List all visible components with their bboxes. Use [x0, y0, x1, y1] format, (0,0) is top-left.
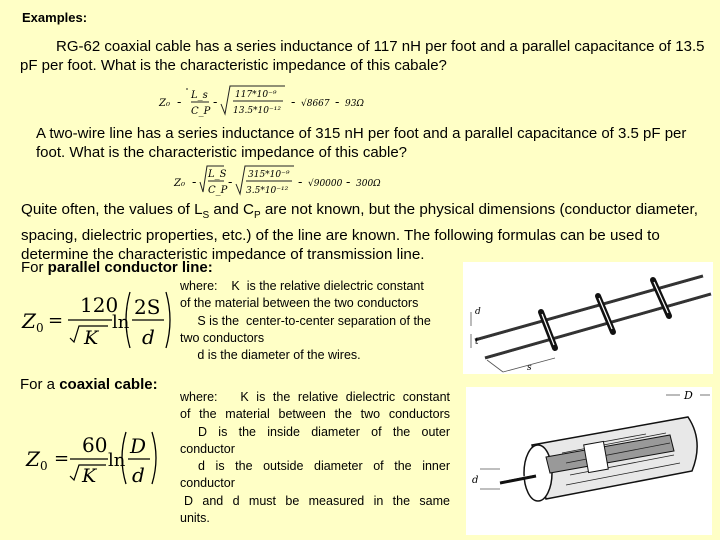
formula-2-result: 300Ω	[356, 179, 381, 189]
svg-text:ln: ln	[112, 312, 130, 333]
example-1-formula	[155, 82, 395, 120]
svg-text:2S: 2S	[134, 295, 161, 319]
svg-text:-: -	[298, 175, 303, 190]
example-1-text	[20, 37, 710, 75]
svg-text:0: 0	[36, 321, 44, 335]
svg-text:-: -	[192, 175, 197, 190]
formula-2-den: C_P	[208, 185, 228, 196]
coaxial-cable-label: For a coaxial cable:	[20, 376, 158, 393]
formula-2-num: L_S	[208, 169, 227, 180]
coaxial-cable-diagram	[466, 387, 712, 535]
svg-text:60: 60	[82, 433, 108, 457]
slide-heading: Examples:	[22, 10, 88, 25]
parallel-where-text: where: K is the relative dielectric constant of the material between the two conductors S is the center-to-center separation of the two conductors d is the diameter of the wires.	[180, 279, 431, 363]
formula-2-rad-den: 3.5*10⁻¹²	[246, 186, 289, 196]
svg-text:=: =	[48, 310, 64, 331]
svg-text:d: d	[142, 325, 155, 349]
svg-text:s: s	[527, 363, 532, 373]
svg-text:d: d	[472, 475, 479, 486]
svg-text:-: -	[213, 95, 218, 110]
example-2-text: A two-wire line has a series inductance of 315 nH per foot and a parallel capacitance of 3.5 pF per foot. What is the characteristic impedance of this cable?	[36, 125, 687, 161]
formula-2-lhs: Z₀	[174, 178, 185, 189]
svg-text:d: d	[475, 307, 481, 317]
svg-text:t: t	[475, 337, 479, 347]
formula-1-den: C_P	[191, 106, 211, 117]
formula-1-rad-num: 117*10⁻⁹	[235, 90, 277, 100]
example-2-formula	[170, 162, 400, 200]
svg-text:D: D	[130, 434, 147, 458]
formula-1-num: L_s	[191, 90, 208, 101]
parallel-line-diagram	[463, 262, 713, 374]
coaxial-where-text: where: K is the relative dielectric constant of the material between the two conductors D is the inside diameter of the outer conductor d is the outside diameter of the inner conductor D and d must be measured in the same units.	[180, 390, 450, 526]
svg-text:Z: Z	[22, 309, 36, 333]
formula-1-result: 93Ω	[345, 99, 364, 109]
parallel-line-label: For parallel conductor line:	[21, 259, 213, 276]
svg-text:-: -	[177, 95, 182, 110]
svg-text:K: K	[82, 465, 97, 487]
svg-text:D: D	[684, 389, 693, 402]
formula-2-rad-num: 315*10⁻⁹	[248, 170, 290, 180]
svg-text:-: -	[346, 175, 351, 190]
svg-text:-: -	[291, 95, 296, 110]
svg-text:-: -	[228, 175, 233, 190]
svg-text:-: -	[335, 95, 340, 110]
svg-text:0: 0	[40, 459, 48, 473]
svg-text:Z: Z	[26, 447, 40, 471]
formula-1-sqrt: √8667	[301, 99, 330, 109]
intro-paragraph: Quite often, the values of $L_S$ and $C_P$ are not known, but the physical dimensions (conductor diameter, spacing, dielectric properties, etc.) of the line are known. The following formulas can be used to determine the characteristic impedance of transmission line.	[21, 201, 698, 264]
svg-text:d: d	[132, 463, 145, 487]
svg-text:ln: ln	[108, 450, 126, 471]
formula-2-sqrt: √90000	[308, 179, 343, 189]
svg-text:K: K	[84, 327, 99, 349]
example-1-question: RG-62 coaxial cable has a series inductance of 117 nH per foot and a parallel capacitance of 13.5 pF per foot. What is the characteristic impedance of this cabale?	[20, 38, 705, 74]
formula-1-rad-den: 13.5*10⁻¹²	[233, 106, 281, 116]
formula-1-lhs: Z₀	[159, 98, 170, 109]
coaxial-formula	[22, 420, 172, 490]
parallel-formula	[18, 282, 178, 352]
svg-text:=: =	[54, 448, 70, 469]
svg-text:120: 120	[80, 293, 119, 317]
